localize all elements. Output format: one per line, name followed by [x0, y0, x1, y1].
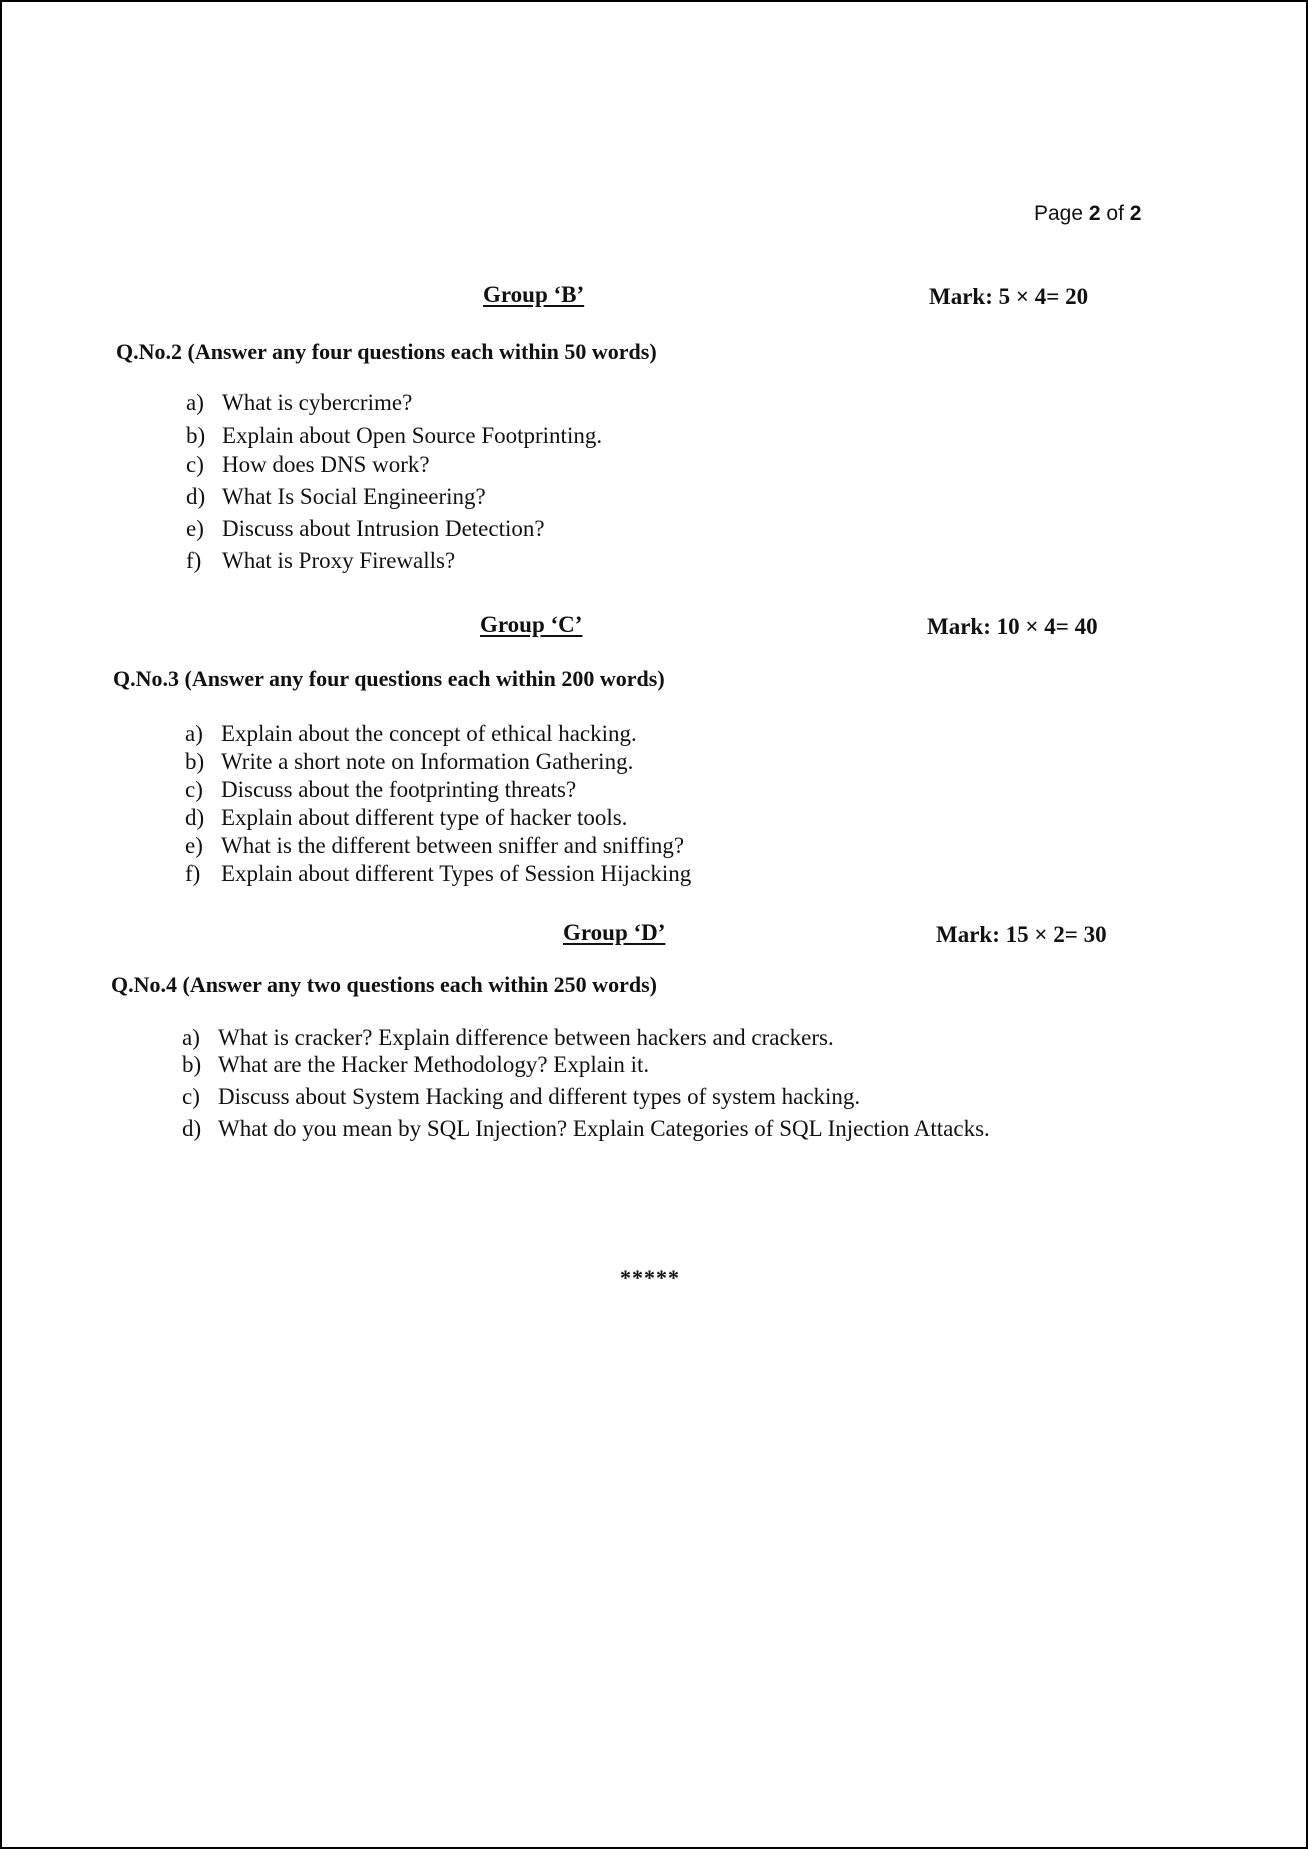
question-2-item-d: d) What Is Social Engineering?	[186, 484, 486, 509]
question-3-item-b: b) Write a short note on Information Gathering.	[185, 749, 634, 774]
question-3-item-c: c) Discuss about the footprinting threats?	[185, 777, 577, 802]
question-2-title: Q.No.2 (Answer any four questions each within 50 words)	[116, 339, 657, 364]
group-c-mark: Mark: 10 × 4= 40	[927, 614, 1098, 639]
group-b-mark: Mark: 5 × 4= 20	[929, 284, 1089, 309]
question-3-item-a: a) Explain about the concept of ethical hacking.	[185, 721, 637, 746]
question-4-item-c: c) Discuss about System Hacking and different types of system hacking.	[182, 1084, 861, 1109]
question-4-title: Q.No.4 (Answer any two questions each within 250 words)	[111, 972, 657, 997]
question-3-item-e: e) What is the different between sniffer and sniffing?	[185, 833, 685, 858]
group-d-title: Group ‘D’	[563, 920, 666, 945]
question-3-item-d: d) Explain about different type of hacker tools.	[185, 805, 628, 830]
question-3-item-f: f) Explain about different Types of Session Hijacking	[185, 861, 692, 886]
question-4-item-b: b) What are the Hacker Methodology? Explain it.	[182, 1052, 650, 1077]
end-marker: *****	[620, 1265, 680, 1290]
question-2-item-f: f) What is Proxy Firewalls?	[186, 548, 456, 573]
group-d-mark: Mark: 15 × 2= 30	[936, 922, 1107, 947]
question-4-item-d: d) What do you mean by SQL Injection? Explain Categories of SQL Injection Attacks.	[182, 1116, 990, 1141]
question-3-title: Q.No.3 (Answer any four questions each within 200 words)	[113, 666, 665, 691]
question-4-item-a: a) What is cracker? Explain difference between hackers and crackers.	[182, 1025, 834, 1050]
question-2-item-b: b) Explain about Open Source Footprinting.	[186, 423, 603, 448]
group-b-title: Group ‘B’	[483, 282, 585, 307]
group-c-title: Group ‘C’	[480, 612, 583, 637]
question-2-item-c: c) How does DNS work?	[186, 452, 430, 477]
page-number: Page 2 of 2	[1034, 202, 1142, 225]
question-2-item-a: a) What is cybercrime?	[186, 390, 413, 415]
question-2-item-e: e) Discuss about Intrusion Detection?	[186, 516, 545, 541]
